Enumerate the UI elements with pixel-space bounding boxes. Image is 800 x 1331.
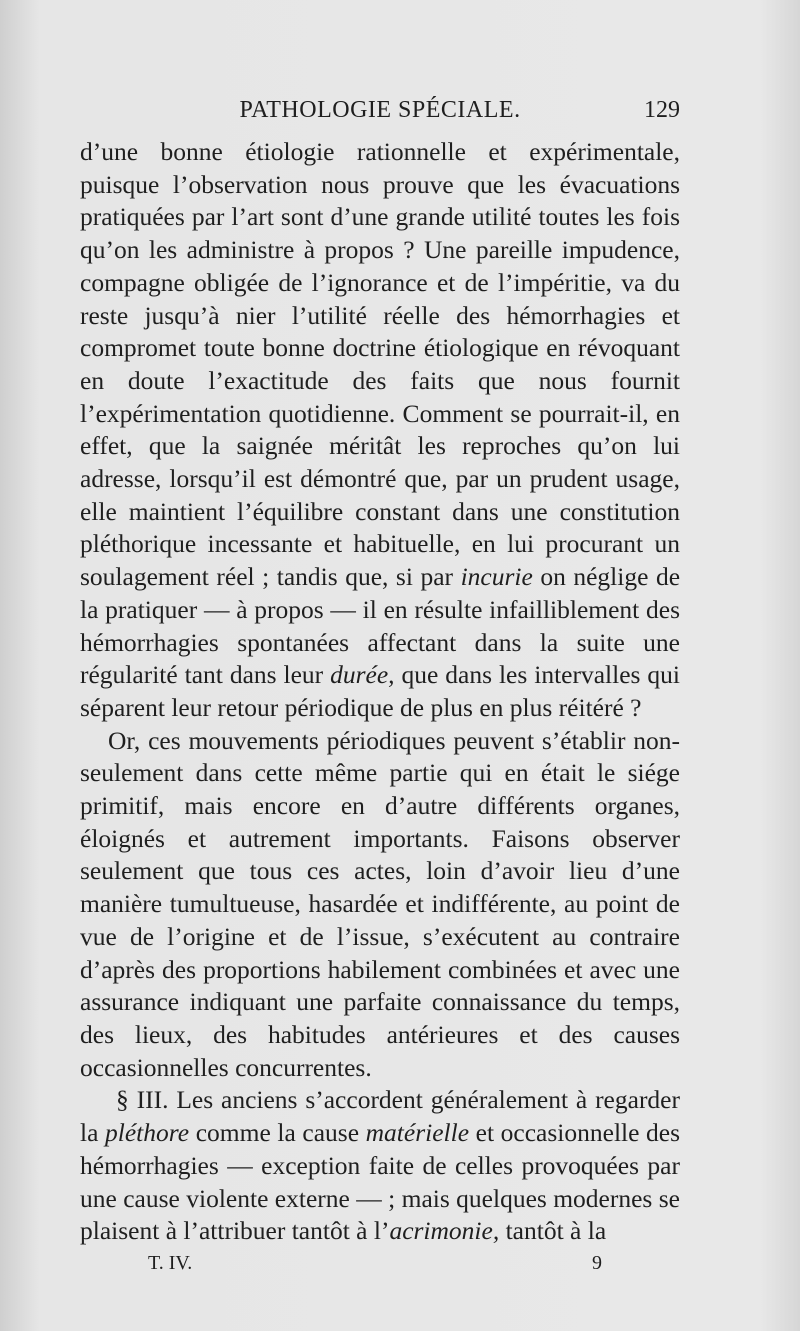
italic-incurie: incurie [460,562,533,592]
section-3-text-b: comme la cause [195,1118,360,1148]
paragraph-1-text-b: on néglige de la pratiquer — à propos — il en résulte infailliblement des hémorrhagies spontanées affectant dans la suite une régularité tant dans leur [80,562,681,690]
paragraph-1 [80,136,680,725]
section-3-text-e: tantôt à la [505,1216,607,1246]
running-head: PATHOLOGIE SPÉCIALE. [239,97,521,123]
section-3-text-c: et occasionnelle des hémorrhagies — exception faite de celles provoquées par une cause violente externe — ; mais quelques modernes se plaisent à l’attribuer tantôt à [80,1118,681,1246]
italic-acrimonie: acrimonie, [389,1216,500,1246]
paragraph-section-3 [80,1084,680,1248]
gathering-folio: 9 [592,1252,602,1274]
section-3-text-a: § III. Les anciens s’accordent généralement à regarder la [80,1085,680,1148]
italic-plethore: pléthore [105,1118,190,1148]
section-3-text-d: l’ [373,1216,390,1246]
paragraph-2: Or, ces mouvements périodiques peuvent s’établir non-seulement dans cette même partie qui en était le siége primitif, mais encore en d’autre différents organes, éloignés et autrement importants. Faisons observer seulement que tous ces actes, loin d’avoir lieu d’une manière tumultueuse, hasardée et indifférente, au point de vue de l’origine et de l’issue, s’exécutent au contraire d’après des proportions habilement combinées et avec une assurance indiquant une parfaite connaissance du temps, des lieux, des habitudes antérieures et des causes occasionnelles concurrentes. [80,725,680,1082]
volume-signature: T. IV. [148,1252,193,1274]
page-body [80,136,680,1248]
page-number: 129 [644,97,680,123]
italic-materielle: matérielle [365,1118,470,1148]
italic-duree: durée, [330,660,395,690]
paragraph-1-text-c: que dans les intervalles qui séparent leur retour périodique de plus en plus réitéré ? [80,660,680,722]
paragraph-1-text: d’une bonne étiologie rationnelle et expérimentale, puisque l’observation nous prouve que les évacuations pratiquées par l’art sont d’une grande utilité toutes les fois qu’on les administre à propos ? Une pareille impudence, compagne obligée de l’ignorance et de l’impéritie, va du reste jusqu’à nier l’utilité réelle des hémorrhagies et compromet toute bonne doctrine étiologique en révoquant en doute l’exactitude des faits que nous fournit l’expérimentation quotidienne. Comment se pourrait-il, en effet, que la saignée méritât les reproches qu’on lui adresse, lorsqu’il est démontré que, par un prudent usage, elle maintient l’équilibre constant dans une constitution pléthorique incessante et habituelle, en lui procurant un soulagement réel ; tandis que, si par [80,137,680,592]
page-footer [80,1248,680,1278]
page-header [80,92,680,128]
